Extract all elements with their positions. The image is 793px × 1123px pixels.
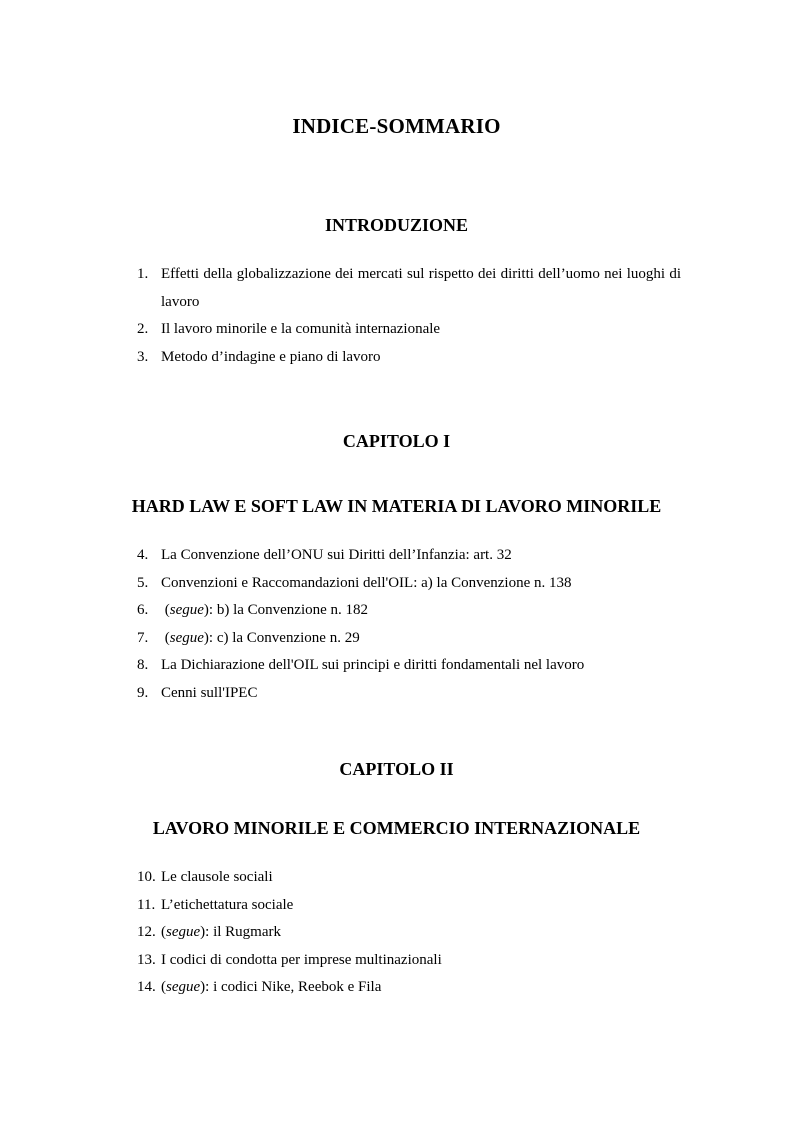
toc-item-text: Metodo d’indagine e piano di lavoro <box>161 348 381 365</box>
toc-item-number: 6. <box>137 602 149 618</box>
toc-item-number: 9. <box>137 684 149 701</box>
toc-item <box>137 919 681 947</box>
chapter-subheading-1: HARD LAW E SOFT LAW IN MATERIA DI LAVORO MINORILE <box>131 496 662 516</box>
toc-item-text: Cenni sull'IPEC <box>161 684 258 701</box>
toc-item <box>137 892 681 920</box>
toc-list-capitolo-1 <box>137 542 681 707</box>
chapter-heading-2: CAPITOLO II <box>339 759 454 779</box>
toc-item <box>137 570 681 598</box>
toc-item-number: 3. <box>137 348 149 365</box>
toc-item-text: (segue): b) la Convenzione n. 182 <box>161 602 369 618</box>
toc-item-text: Convenzioni e Raccomandazioni dell'OIL: a) la Convenzione n. 138 <box>161 574 572 591</box>
toc-item-number: 1. <box>137 266 149 282</box>
toc-item-number: 10. <box>137 869 156 885</box>
toc-item <box>137 344 681 372</box>
chapter-heading-1: CAPITOLO I <box>342 431 451 451</box>
toc-item-number: 7. <box>137 629 149 646</box>
toc-item-text: La Convenzione dell’ONU sui Diritti dell’Infanzia: art. 32 <box>161 547 512 563</box>
toc-item <box>137 652 681 680</box>
toc-item-text: Il lavoro minorile e la comunità internazionale <box>161 321 441 337</box>
toc-item-number: 13. <box>137 951 156 968</box>
toc-item-text: (segue): i codici Nike, Reebok e Fila <box>161 979 382 995</box>
toc-item <box>137 316 681 344</box>
toc-item <box>137 864 681 892</box>
toc-list-capitolo-2 <box>137 864 681 1002</box>
page-title: INDICE-SOMMARIO <box>292 114 501 138</box>
toc-item-text: (segue): il Rugmark <box>161 924 281 940</box>
toc-item <box>137 947 681 975</box>
toc-list-introduzione <box>137 261 681 371</box>
toc-item <box>137 597 681 625</box>
toc-item-text: La Dichiarazione dell'OIL sui principi e diritti fondamentali nel lavoro <box>161 657 585 673</box>
toc-item <box>137 261 681 316</box>
toc-item <box>137 974 681 1002</box>
toc-item <box>137 542 681 570</box>
toc-item-number: 2. <box>137 321 149 337</box>
toc-item-text: Effetti della globalizzazione dei mercati sul rispetto dei diritti dell’uomo nei luoghi di lavoro <box>161 266 681 310</box>
toc-item-number: 8. <box>137 657 149 673</box>
toc-item <box>137 625 681 653</box>
toc-item-text: I codici di condotta per imprese multinazionali <box>161 951 442 968</box>
toc-item-number: 5. <box>137 574 149 591</box>
toc-item-number: 12. <box>137 924 156 940</box>
toc-item-text: (segue): c) la Convenzione n. 29 <box>161 629 360 646</box>
toc-item-text: L’etichettatura sociale <box>161 896 294 913</box>
chapter-subheading-2: LAVORO MINORILE E COMMERCIO INTERNAZIONALE <box>152 818 641 838</box>
toc-item-number: 11. <box>137 896 156 913</box>
toc-item-number: 14. <box>137 979 156 995</box>
toc-item <box>137 680 681 708</box>
section-heading-introduzione: INTRODUZIONE <box>324 215 469 235</box>
toc-item-text: Le clausole sociali <box>161 869 273 885</box>
toc-item-number: 4. <box>137 547 149 563</box>
